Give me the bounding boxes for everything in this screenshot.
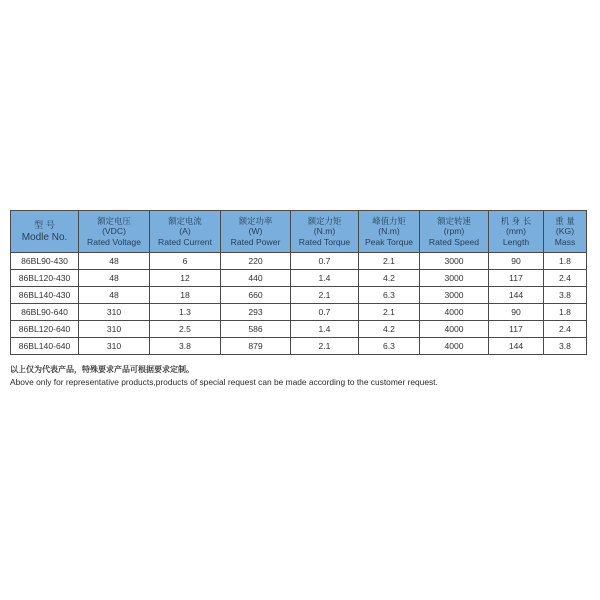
header-cn: 额定电压: [97, 215, 131, 226]
header-unit: (A): [179, 226, 191, 237]
cell-mass: 2.4: [544, 270, 587, 287]
cell-rated-speed: 4000: [420, 338, 489, 355]
cell-rated-current: 18: [150, 287, 221, 304]
cell-rated-torque: 2.1: [291, 338, 359, 355]
cell-model: 86BL140-430: [11, 287, 79, 304]
footnote-en: Above only for representative products,products of special request can be made according to the customer request.: [10, 377, 438, 387]
cell-rated-current: 2.5: [150, 321, 221, 338]
cell-model: 86BL120-430: [11, 270, 79, 287]
cell-mass: 1.8: [544, 304, 587, 321]
header-unit: (rpm): [443, 226, 465, 237]
cell-rated-torque: 1.4: [291, 321, 359, 338]
table-row: [11, 287, 587, 304]
cell-mass: 3.8: [544, 287, 587, 304]
header-cn: 额定功率: [238, 215, 273, 226]
header-en: Rated Voltage: [87, 236, 141, 247]
table-row: [11, 270, 587, 287]
cell-mass: 1.8: [544, 253, 587, 270]
header-unit: (N.m): [378, 226, 400, 237]
header-cn: 额定力矩: [307, 215, 342, 226]
header-cn: 峰值力矩: [372, 215, 406, 226]
cell-rated-speed: 3000: [420, 287, 489, 304]
header-unit: (W): [248, 226, 263, 237]
header-rated-current: [150, 211, 221, 253]
header-unit: (KG): [555, 226, 575, 237]
table-header-row: [11, 211, 587, 253]
cell-model: 86BL140-640: [11, 338, 79, 355]
header-cn: 机 身 长: [500, 215, 532, 226]
table-row: [11, 304, 587, 321]
cell-rated-power: 879: [221, 338, 291, 355]
cell-length: 90: [489, 253, 544, 270]
cell-rated-current: 6: [150, 253, 221, 270]
cell-rated-voltage: 310: [79, 321, 150, 338]
cell-length: 117: [489, 270, 544, 287]
cell-rated-voltage: 48: [79, 270, 150, 287]
header-rated-voltage: [79, 211, 150, 253]
cell-rated-voltage: 310: [79, 304, 150, 321]
cell-rated-torque: 0.7: [291, 253, 359, 270]
cell-peak-torque: 6.3: [359, 338, 420, 355]
table-row: [11, 321, 587, 338]
cell-rated-power: 586: [221, 321, 291, 338]
cell-peak-torque: 6.3: [359, 287, 420, 304]
header-cn: 型 号: [34, 220, 55, 231]
header-cn: 额定电流: [168, 215, 202, 226]
header-rated-power: [221, 211, 291, 253]
header-rated-speed: [420, 211, 489, 253]
header-en: Rated Speed: [428, 236, 480, 247]
cell-rated-torque: 1.4: [291, 270, 359, 287]
header-peak-torque: [359, 211, 420, 253]
cell-length: 144: [489, 338, 544, 355]
header-en: Rated Torque: [298, 236, 351, 247]
cell-mass: 2.4: [544, 321, 587, 338]
cell-rated-speed: 4000: [420, 304, 489, 321]
cell-rated-torque: 0.7: [291, 304, 359, 321]
cell-rated-voltage: 310: [79, 338, 150, 355]
header-cn: 额定转速: [437, 215, 471, 226]
cell-rated-speed: 3000: [420, 270, 489, 287]
cell-model: 86BL120-640: [11, 321, 79, 338]
cell-rated-power: 293: [221, 304, 291, 321]
cell-rated-current: 1.3: [150, 304, 221, 321]
header-length: [489, 211, 544, 253]
cell-rated-voltage: 48: [79, 253, 150, 270]
header-unit: (VDC): [102, 226, 126, 237]
cell-model: 86BL90-640: [11, 304, 79, 321]
footnote: [10, 363, 438, 389]
cell-rated-current: 12: [150, 270, 221, 287]
table-row: [11, 253, 587, 270]
cell-rated-voltage: 48: [79, 287, 150, 304]
motor-spec-table: [10, 210, 587, 355]
cell-peak-torque: 4.2: [359, 270, 420, 287]
header-en: Mass: [554, 236, 576, 247]
header-mass: [544, 211, 587, 253]
footnote-cn: 以上仅为代表产品，特殊要求产品可根据要求定制。: [10, 365, 194, 374]
cell-rated-torque: 2.1: [291, 287, 359, 304]
cell-length: 117: [489, 321, 544, 338]
header-en: Peak Torque: [364, 236, 414, 247]
cell-peak-torque: 2.1: [359, 304, 420, 321]
cell-rated-current: 3.8: [150, 338, 221, 355]
header-unit: (N.m): [313, 226, 336, 237]
header-en: Rated Current: [158, 236, 212, 247]
cell-rated-speed: 3000: [420, 253, 489, 270]
header-rated-torque: [291, 211, 359, 253]
cell-peak-torque: 2.1: [359, 253, 420, 270]
cell-mass: 3.8: [544, 338, 587, 355]
cell-rated-speed: 4000: [420, 321, 489, 338]
cell-length: 90: [489, 304, 544, 321]
cell-model: 86BL90-430: [11, 253, 79, 270]
header-en: Length: [502, 236, 530, 247]
cell-peak-torque: 4.2: [359, 321, 420, 338]
table-row: [11, 338, 587, 355]
header-en: Rated Power: [230, 236, 281, 247]
cell-rated-power: 220: [221, 253, 291, 270]
header-model: [11, 211, 79, 253]
header-cn: 重 量: [555, 215, 575, 226]
cell-length: 144: [489, 287, 544, 304]
cell-rated-power: 440: [221, 270, 291, 287]
cell-rated-power: 660: [221, 287, 291, 304]
header-en: Modle No.: [21, 231, 68, 243]
header-unit: (mm): [505, 226, 527, 237]
